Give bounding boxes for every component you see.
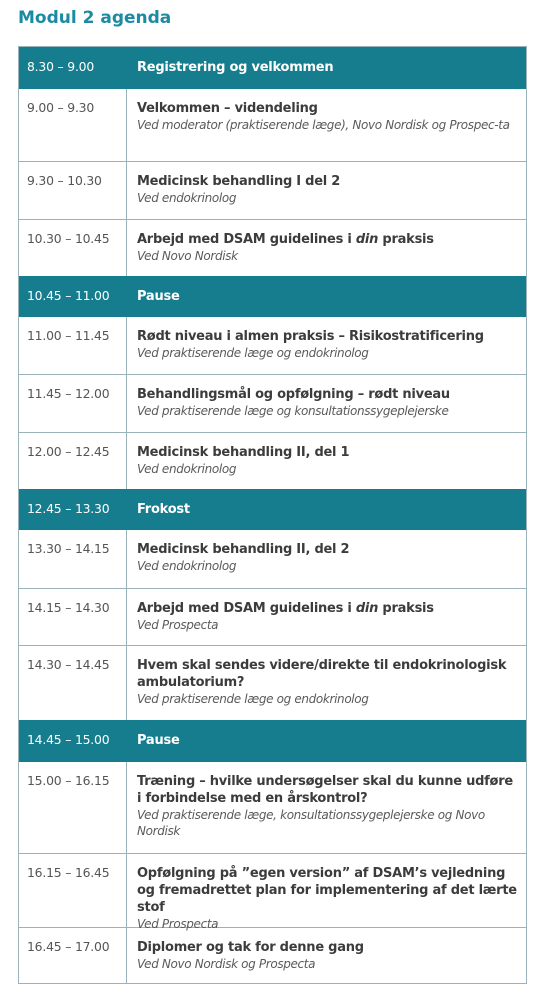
row-title-emphasis: din	[355, 232, 379, 247]
agenda-row-break	[19, 720, 526, 762]
row-subtitle: Ved endokrinolog	[137, 191, 237, 205]
row-content	[127, 646, 526, 720]
row-time: 9.00 – 9.30	[19, 89, 127, 161]
page-title: Modul 2 agenda	[18, 8, 172, 28]
row-title: Træning – hvilke undersøgelser skal du kunne udføre i forbindelse med en årskontrol?	[137, 774, 513, 806]
row-content	[127, 47, 526, 89]
row-title: Medicinsk behandling I del 2	[137, 174, 341, 189]
row-time: 10.30 – 10.45	[19, 220, 127, 276]
agenda-row	[19, 89, 526, 161]
row-title-part: praksis	[378, 232, 434, 247]
agenda-row	[19, 853, 526, 931]
row-content	[127, 589, 526, 645]
row-subtitle: Ved Novo Nordisk	[137, 249, 238, 263]
row-content	[127, 720, 526, 762]
agenda-row	[19, 530, 526, 588]
row-content	[127, 317, 526, 374]
row-title: Opfølgning på ”egen version” af DSAM’s vejledning og fremadrettet plan for implementering af det lærte stof	[137, 866, 517, 915]
agenda-row	[19, 317, 526, 374]
row-subtitle: Ved praktiserende læge og konsultationssygeplejerske	[137, 404, 449, 418]
row-time: 16.45 – 17.00	[19, 928, 127, 983]
agenda-row	[19, 161, 526, 219]
agenda-row-break	[19, 276, 526, 317]
row-content	[127, 162, 526, 219]
agenda-row	[19, 374, 526, 432]
row-title: Velkommen – videndeling	[137, 101, 318, 116]
row-time: 14.45 – 15.00	[27, 732, 110, 747]
row-time: 16.15 – 16.45	[19, 854, 127, 927]
row-title: Diplomer og tak for denne gang	[137, 940, 364, 955]
row-title-emphasis: din	[355, 601, 379, 616]
row-title-part: praksis	[378, 601, 434, 616]
row-time: 14.15 – 14.30	[19, 589, 127, 645]
row-content	[127, 854, 526, 931]
row-time: 11.00 – 11.45	[19, 317, 127, 374]
agenda-row	[19, 762, 526, 853]
agenda-row	[19, 432, 526, 489]
row-time: 12.45 – 13.30	[27, 501, 110, 516]
row-subtitle: Ved endokrinolog	[137, 559, 237, 573]
row-time: 12.00 – 12.45	[19, 433, 127, 489]
row-content	[127, 375, 526, 432]
row-title: Rødt niveau i almen praksis – Risikostratificering	[137, 329, 484, 344]
row-title	[137, 231, 520, 248]
row-title: Medicinsk behandling II, del 1	[137, 445, 350, 460]
row-title: Pause	[137, 289, 180, 304]
row-content	[127, 489, 526, 530]
agenda-table	[18, 46, 527, 984]
row-title: Pause	[137, 733, 180, 748]
row-content	[127, 762, 526, 853]
row-time: 15.00 – 16.15	[19, 762, 127, 853]
row-title	[137, 600, 520, 617]
row-subtitle: Ved praktiserende læge og endokrinolog	[137, 692, 369, 706]
row-time: 9.30 – 10.30	[19, 162, 127, 219]
row-content	[127, 89, 526, 161]
row-subtitle: Ved praktiserende læge og endokrinolog	[137, 346, 369, 360]
row-content	[127, 220, 526, 276]
agenda-row	[19, 645, 526, 720]
row-subtitle: Ved praktiserende læge, konsultationssygeplejerske og Novo Nordisk	[137, 808, 485, 838]
row-subtitle: Ved endokrinolog	[137, 462, 237, 476]
row-time: 8.30 – 9.00	[27, 59, 95, 74]
row-content	[127, 530, 526, 588]
row-subtitle: Ved Prospecta	[137, 618, 219, 632]
row-time: 11.45 – 12.00	[19, 375, 127, 432]
row-subtitle: Ved Prospecta	[137, 917, 219, 931]
row-subtitle: Ved Novo Nordisk og Prospecta	[137, 957, 316, 971]
row-time: 13.30 – 14.15	[19, 530, 127, 588]
agenda-row-break	[19, 489, 526, 530]
row-title-part: Arbejd med DSAM guidelines i	[137, 232, 356, 247]
row-title: Registrering og velkommen	[137, 60, 334, 75]
row-title: Hvem skal sendes videre/direkte til endokrinologisk ambulatorium?	[137, 658, 507, 690]
row-content	[127, 928, 526, 983]
row-title: Medicinsk behandling II, del 2	[137, 542, 350, 557]
agenda-row	[19, 927, 526, 983]
row-time: 10.45 – 11.00	[27, 288, 110, 303]
row-content	[127, 433, 526, 489]
row-title: Frokost	[137, 502, 190, 517]
agenda-row-break	[19, 47, 526, 89]
row-time: 14.30 – 14.45	[19, 646, 127, 720]
agenda-row	[19, 588, 526, 645]
row-subtitle: Ved moderator (praktiserende læge), Novo Nordisk og Prospec-ta	[137, 118, 510, 132]
row-content	[127, 276, 526, 317]
row-title: Behandlingsmål og opfølgning – rødt niveau	[137, 387, 450, 402]
agenda-row	[19, 219, 526, 276]
row-title-part: Arbejd med DSAM guidelines i	[137, 601, 356, 616]
